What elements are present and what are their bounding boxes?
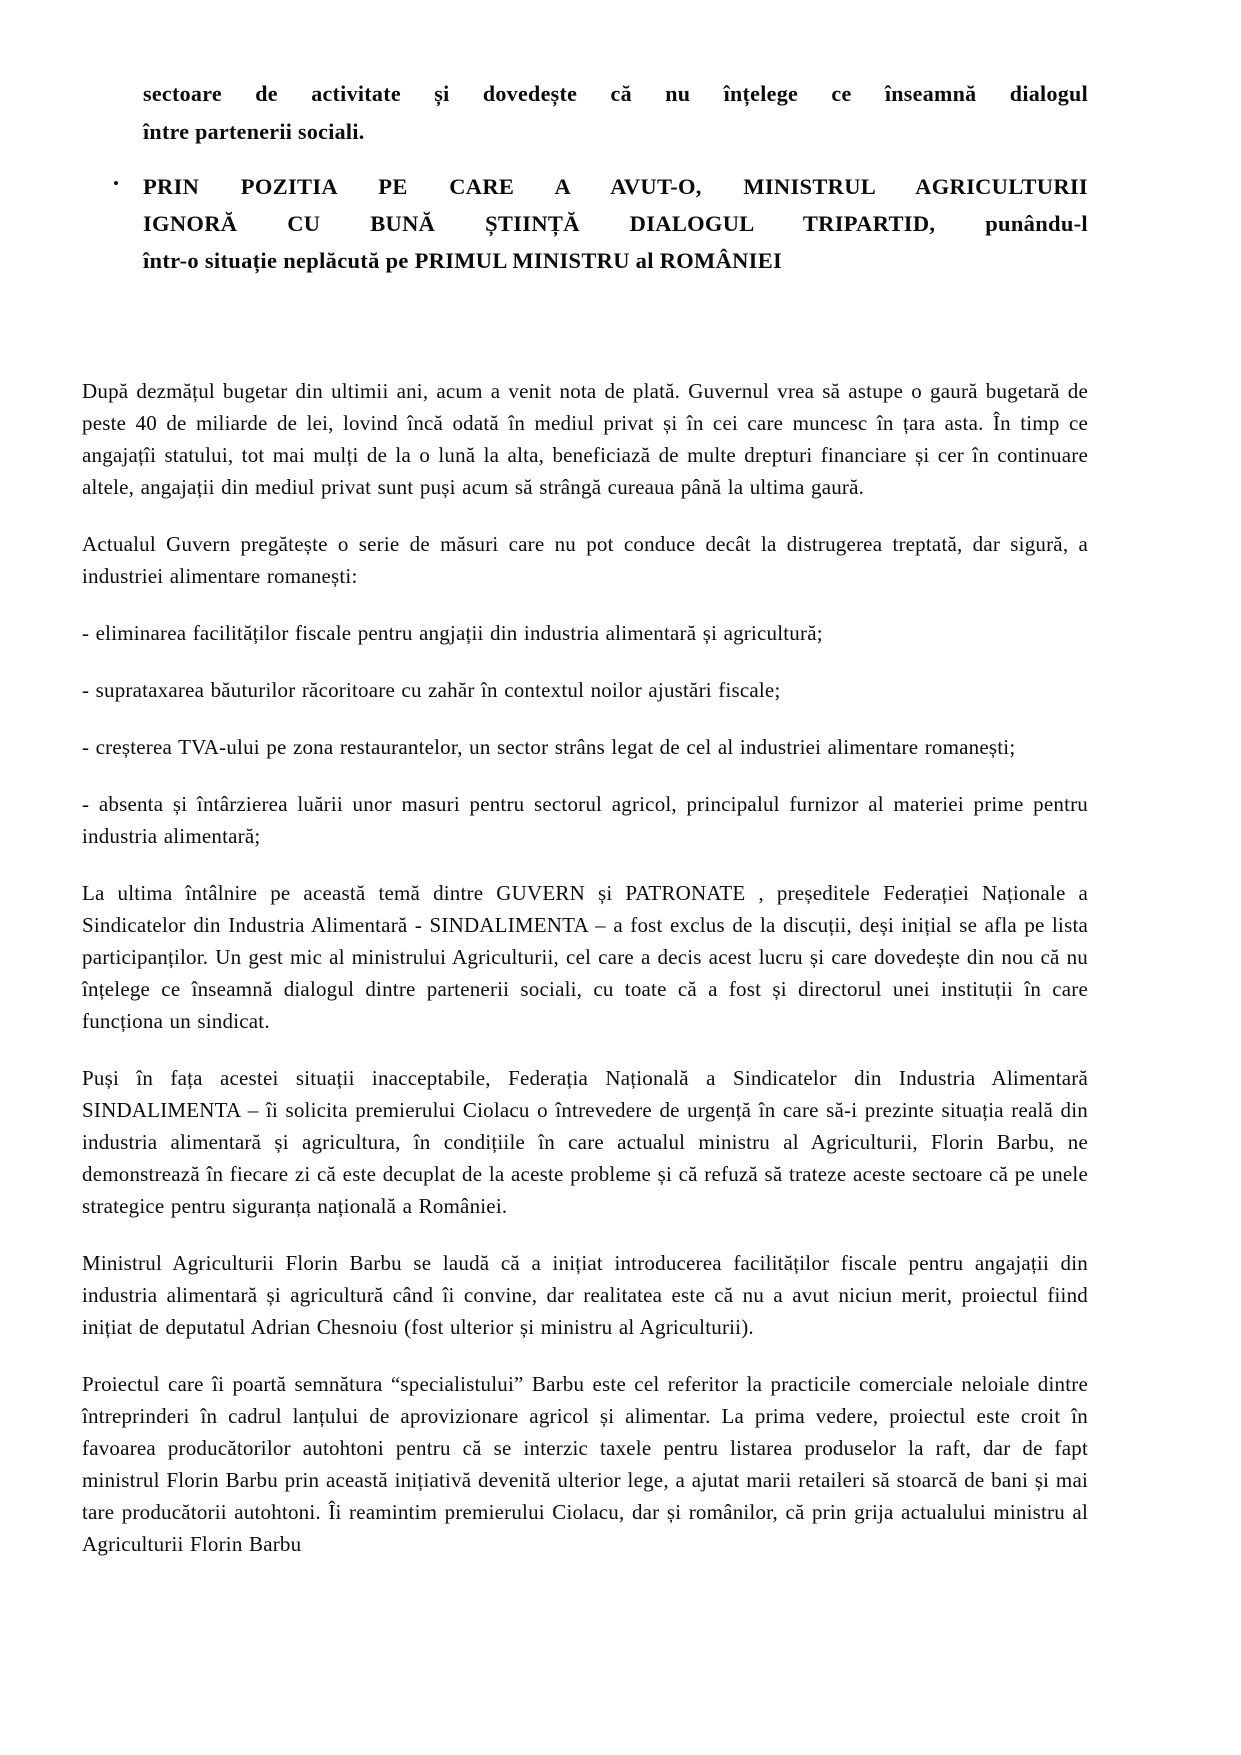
bullet-icon: • <box>113 174 119 193</box>
list-item-sugar-tax: - suprataxarea băuturilor răcoritoare cu zahăr în contextul noilor ajustări fiscale; <box>82 678 781 702</box>
list-item-vat-restaurants: - creșterea TVA-ului pe zona restaurantelor, un sector strâns legat de cel al industriei alimentare romanești; <box>82 735 1016 759</box>
bullet-item <box>113 168 1088 279</box>
list-item-fiscal-facilities: - eliminarea facilităților fiscale pentru angjații din industria alimentară și agricultură; <box>82 621 823 645</box>
bullet-heading-line: într-o situație neplăcută pe PRIMUL MINISTRU al ROMÂNIEI <box>143 248 783 273</box>
bullet-heading-line: IGNORĂ CU BUNĂ ȘTIINȚĂ DIALOGUL TRIPARTID, punându-l <box>143 211 1088 236</box>
paragraph-sindalimenta-request: Puși în fața acestei situații inacceptabile, Federația Națională a Sindicatelor din Industria Alimentară SINDALIMENTA – îi solicita premierului Ciolacu o întrevedere de urgență în care să-i prezinte situația reală din industria alimentară și agricultura, în condițiile în care actualul ministru al Agriculturii, Florin Barbu, ne demonstrează în fiecare zi că este decuplat de la aceste probleme și că refuză să trateze aceste sectoare că pe unele strategice pentru siguranța națională a României. <box>82 1066 1088 1218</box>
intro-heading-line: sectoare de activitate și dovedește că nu înțelege ce înseamnă dialogul <box>143 81 1088 106</box>
bullet-heading <box>143 168 1088 279</box>
intro-heading-line: între partenerii sociali. <box>143 119 365 144</box>
list-item-agriculture-measures: - absenta și întârzierea luării unor masuri pentru sectorul agricol, principalul furnizor al materiei prime pentru industria alimentară; <box>82 792 1088 848</box>
paragraph-project-criticism: Proiectul care îi poartă semnătura “specialistului” Barbu este cel referitor la practicile comerciale neloiale dintre întreprinderi în cadrul lanțului de aprovizionare agricol și alimentar. La prima vedere, proiectul este croit în favoarea producătorilor autohtoni pentru că se interzic taxele pentru listarea produselor la raft, dar de fapt ministrul Florin Barbu prin această inițiativă devenită ulterior lege, a ajutat marii retaileri să stoarcă de bani și mai tare producătorii autohtoni. Îi reamintim premierului Ciolacu, dar și românilor, că prin grija actualului ministru al Agriculturii Florin Barbu <box>82 1372 1088 1556</box>
document-body <box>82 375 1088 1560</box>
intro-heading <box>143 75 1088 151</box>
paragraph-intro-budget: După dezmățul bugetar din ultimii ani, acum a venit nota de plată. Guvernul vrea să astupe o gaură bugetară de peste 40 de miliarde de lei, lovind încă odată în mediul privat și în cei care muncesc în țara asta. În timp ce angajațîi statului, tot mai mulți de la o lună la alta, beneficiază de multe drepturi financiare și cer în continuare altele, angajații din mediul privat sunt puși acum să strângă cureaua până la ultima gaură. <box>82 379 1088 499</box>
paragraph-meeting-exclusion: La ultima întâlnire pe această temă dintre GUVERN și PATRONATE , președitele Federației Naționale a Sindicatelor din Industria Alimentară - SINDALIMENTA – a fost exclus de la discuții, deși inițial se afla pe lista participanților. Un gest mic al ministrului Agriculturii, cel care a decis acest lucru și care dovedește din nou că nu înțelege ce înseamnă dialogul dintre partenerii sociali, cu toate că a fost și directorul unei instituții în care funcționa un sindicat. <box>82 881 1088 1033</box>
paragraph-government-measures: Actualul Guvern pregătește o serie de măsuri care nu pot conduce decât la distrugerea treptată, dar sigură, a industriei alimentare romanești: <box>82 532 1088 588</box>
bullet-heading-line: PRIN POZITIA PE CARE A AVUT-O, MINISTRUL AGRICULTURII <box>143 174 1088 199</box>
paragraph-minister-claims: Ministrul Agriculturii Florin Barbu se laudă că a inițiat introducerea facilităților fiscale pentru angajații din industria alimentară și agricultură când îi convine, dar realitatea este că nu a avut niciun merit, proiectul fiind inițiat de deputatul Adrian Chesnoiu (fost ulterior și ministru al Agriculturii). <box>82 1251 1088 1339</box>
